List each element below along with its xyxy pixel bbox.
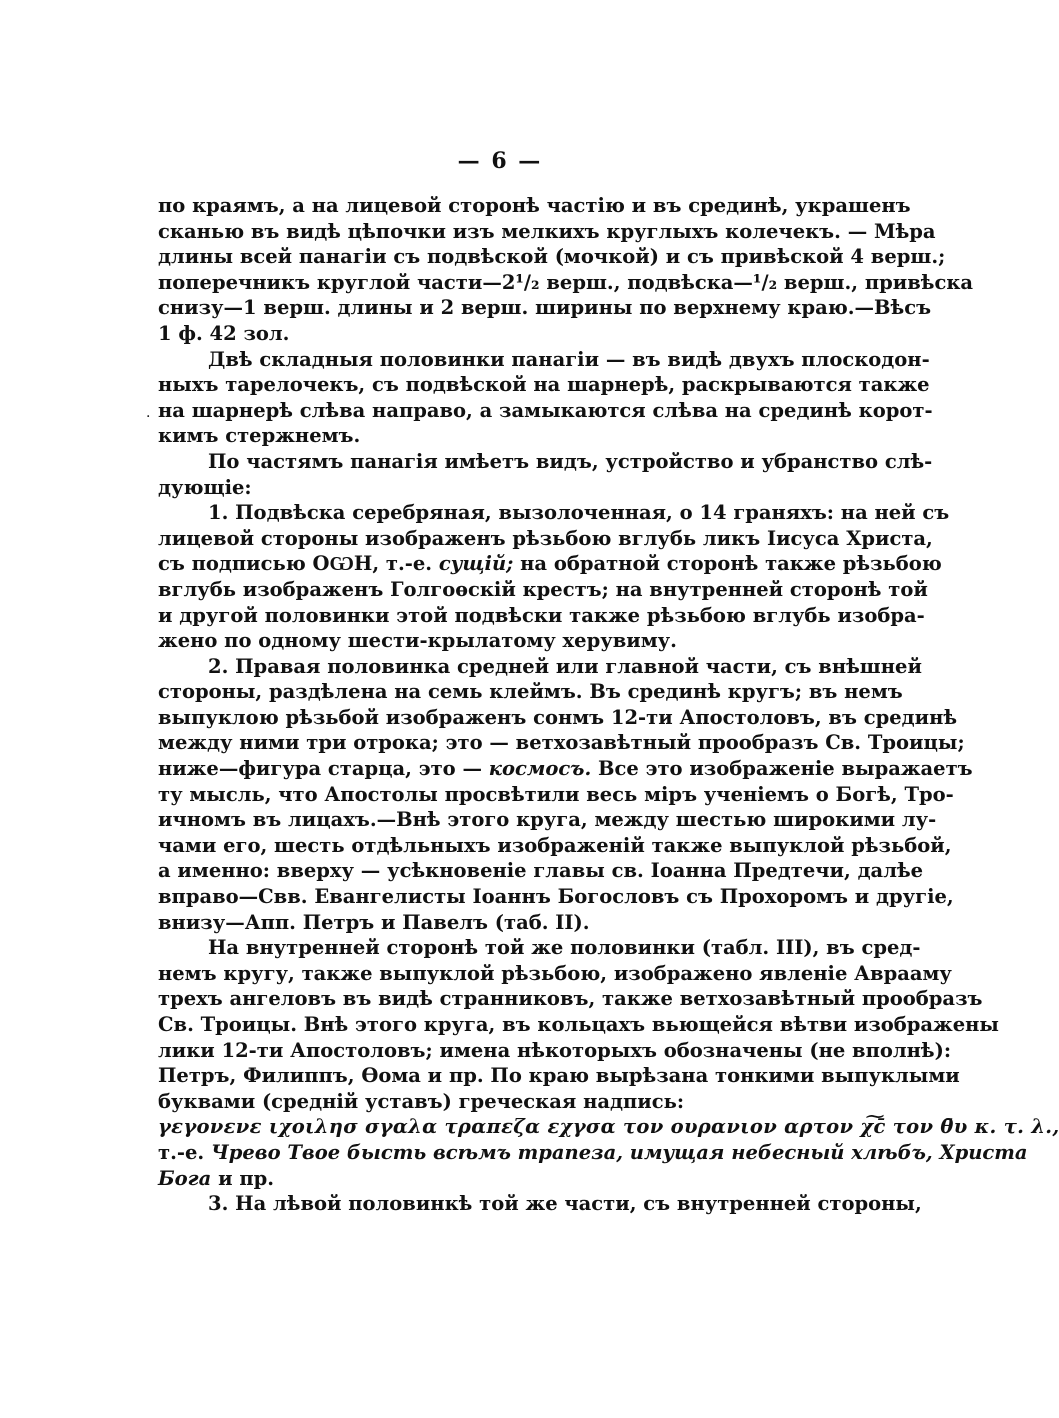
text-line: на шарнерѣ слѣва направо, а замыкаются слѣва на срединѣ корот- (158, 398, 933, 422)
text-line: По частямъ панагія имѣетъ видъ, устройство и убранство слѣ- (208, 449, 933, 473)
text-line: вглубь изображенъ Голгоѳскій крестъ; на внутренней сторонѣ той (158, 577, 928, 601)
text-line (158, 1140, 1028, 1166)
greek-inscription: γεγονενε ιχοιλησ σγαλα τραπεζα εχγσα τον ουρανιον αρτον χ͠ϲ̄ τον θ̄υ κ. τ. λ., (158, 1115, 1059, 1139)
text-line (158, 1166, 836, 1192)
italic-term: сущій; (438, 552, 514, 576)
text-line: дующіе: (158, 475, 252, 499)
text-segment: т.-е. (158, 1140, 211, 1164)
text-line: чами его, шесть отдѣльныхъ изображеній также выпуклой рѣзьбой, (158, 833, 952, 857)
text-line: стороны, раздѣлена на семь клеймъ. Въ срединѣ кругъ; въ немъ (158, 680, 903, 704)
text-segment: Все это изображеніе выражаетъ (591, 757, 973, 781)
text-line: сканью въ видѣ цѣпочки изъ мелкихъ круглыхъ колечекъ. — Мѣра (158, 219, 936, 243)
text-line: немъ кругу, также выпуклой рѣзьбою, изображено явленіе Аврааму (158, 961, 952, 985)
italic-term: космосъ. (488, 757, 592, 781)
page-number: — 6 — (457, 148, 543, 174)
italic-translation: Бога (158, 1166, 212, 1190)
text-line: Двѣ складныя половинки панагіи — въ видѣ двухъ плоскодон- (208, 347, 930, 371)
italic-translation: Чрево Твое бысть всѣмъ трапеза, имущая небесный хлѣбъ, Христа (210, 1140, 1028, 1164)
text-line: 2. Правая половинка средней или главной части, съ внѣшней (208, 654, 922, 678)
text-line: длины всей панагіи съ подвѣской (мочкой) и съ привѣской 4 верш.; (158, 245, 946, 269)
text-line: ту мысль, что Апостолы просвѣтили весь міръ ученіемъ о Богѣ, Тро- (158, 782, 954, 806)
text-segment: и пр. (211, 1166, 275, 1190)
text-segment: ниже—фигура старца, это — (158, 757, 489, 781)
text-line (158, 551, 942, 577)
margin-mark: · (146, 409, 151, 425)
text-line: а именно: вверху — усѣкновеніе главы св. Іоанна Предтечи, далѣе (158, 859, 924, 883)
text-segment: на обратной сторонѣ также рѣзьбою (513, 552, 942, 576)
text-line: 1 ф. 42 зол. (158, 321, 290, 345)
text-line: ныхъ тарелочекъ, съ подвѣской на шарнерѣ, раскрываются также (158, 373, 930, 397)
text-line: 1. Подвѣска серебряная, вызолоченная, о 14 граняхъ: на ней съ (208, 501, 950, 525)
text-line: 3. На лѣвой половинкѣ той же части, съ внутренней стороны, (208, 1192, 922, 1216)
slavonic-inscription: ОѠН, (312, 552, 380, 576)
text-line: ичномъ въ лицахъ.—Внѣ этого круга, между шестью широкими лу- (158, 808, 937, 832)
text-line: буквами (средній уставъ) греческая надпись: (158, 1089, 685, 1113)
text-line: трехъ ангеловъ въ видѣ странниковъ, также ветхозавѣтный прообразъ (158, 987, 983, 1011)
body-text (158, 193, 1059, 1217)
text-line: лики 12-ти Апостоловъ; имена нѣкоторыхъ обозначены (не вполнѣ): (158, 1038, 952, 1062)
text-line (158, 756, 973, 782)
text-line: между ними три отрока; это — ветхозавѣтный прообразъ Св. Троицы; (158, 731, 965, 755)
text-line: кимъ стержнемъ. (158, 424, 361, 448)
text-line: снизу—1 верш. длины и 2 верш. ширины по верхнему краю.—Вѣсъ (158, 296, 932, 320)
text-line: выпуклою рѣзьбой изображенъ сонмъ 12-ти Апостоловъ, въ срединѣ (158, 705, 958, 729)
text-segment: т.-е. (379, 552, 439, 576)
text-line: На внутренней сторонѣ той же половинки (табл. III), въ сред- (208, 936, 921, 960)
text-line: жено по одному шести-крылатому херувиму. (158, 629, 677, 653)
text-line: вправо—Свв. Евангелисты Іоаннъ Богословъ съ Прохоромъ и другіе, (158, 885, 954, 909)
text-line: по краямъ, а на лицевой сторонѣ частію и въ срединѣ, украшенъ (158, 194, 911, 217)
text-segment: съ подписью (158, 552, 313, 576)
text-line: внизу—Апп. Петръ и Павелъ (таб. II). (158, 910, 590, 934)
text-line: Св. Троицы. Внѣ этого круга, въ кольцахъ вьющейся вѣтви изображены (158, 1013, 999, 1036)
text-line: Петръ, Филиппъ, Ѳома и пр. По краю вырѣзана тонкими выпуклыми (158, 1064, 960, 1088)
text-line: и другой половинки этой подвѣски также рѣзьбою вглубь изобра- (158, 603, 925, 627)
text-line: лицевой стороны изображенъ рѣзьбою вглубь ликъ Іисуса Христа, (158, 526, 933, 550)
text-line: поперечникъ круглой части—2¹/₂ верш., подвѣска—¹/₂ верш., привѣска (158, 270, 974, 294)
